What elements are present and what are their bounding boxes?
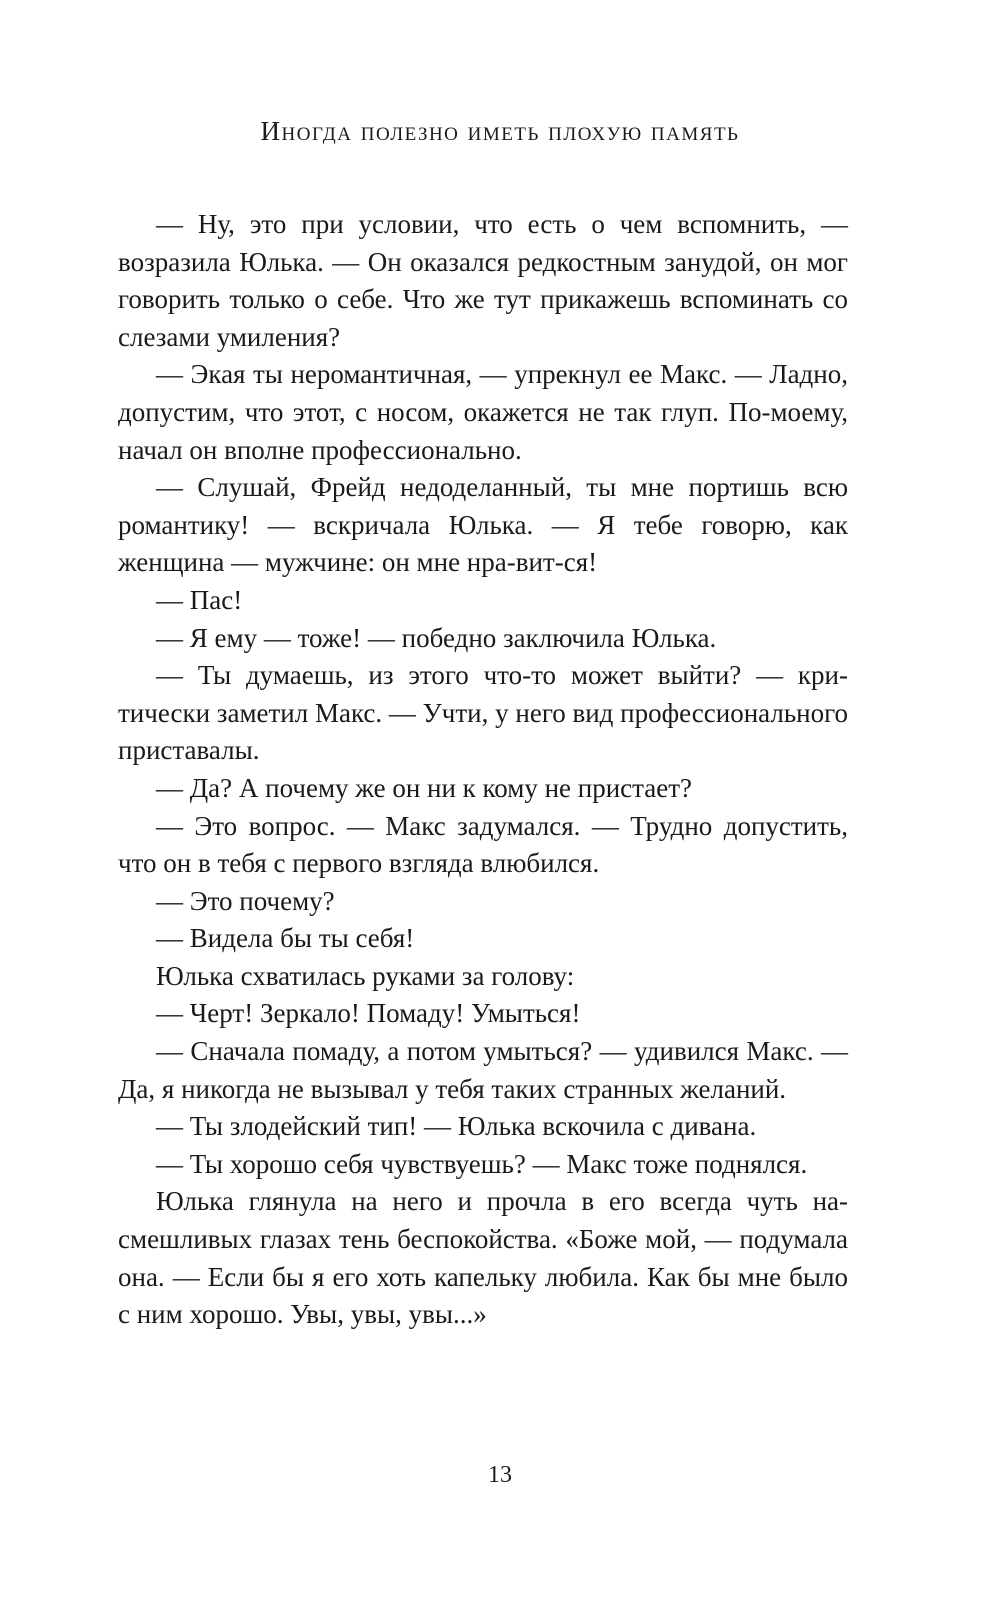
paragraph: — Да? А почему же он ни к кому не пристает? xyxy=(156,772,693,803)
paragraph: — Пас! xyxy=(156,584,243,615)
paragraph: — Ты думаешь, из этого что-то может выйти? — критически заметил Макс. — Учти, у него вид профессионального приставалы. xyxy=(118,660,848,766)
paragraph: — Видела бы ты себя! xyxy=(156,923,415,954)
running-head-title: Иногда полезно иметь плохую память xyxy=(260,116,740,146)
paragraph: — Это почему? xyxy=(156,885,335,916)
paragraph: — Ты хорошо себя чувствуешь? — Макс тоже поднялся. xyxy=(156,1148,808,1179)
paragraph: — Слушай, Фрейд недоделанный, ты мне портишь всю романтику! — вскричала Юлька. — Я тебе говорю, как женщина — мужчине: он мне нра-вит-ся! xyxy=(118,472,848,578)
paragraph: — Черт! Зеркало! Помаду! Умыться! xyxy=(156,998,581,1029)
paragraph: Юлька схватилась руками за голову: xyxy=(156,960,575,991)
paragraph: Юлька глянула на него и прочла в его всегда чуть насмешливых глазах тень беспокойства. «Боже мой, — подумала она. — Если бы я его хоть капельку любила. Как бы мне было с ним хорошо. Увы, увы, увы...» xyxy=(118,1186,848,1330)
page-number: 13 xyxy=(488,1462,512,1488)
paragraph: — Ну, это при условии, что есть о чем вспомнить, — возразила Юлька. — Он оказался редкостным занудой, он мог говорить только о себе. Что же тут прикажешь вспоминать со слезами умиления? xyxy=(118,209,848,352)
paragraph: — Сначала помаду, а потом умыться? — удивился Макс. — Да, я никогда не вызывал у тебя таких странных желаний. xyxy=(118,1036,848,1104)
paragraph: — Я ему — тоже! — победно заключила Юлька. xyxy=(156,622,717,653)
body-text xyxy=(118,206,848,1334)
paragraph: — Экая ты неромантичная, — упрекнул ее Макс. — Ладно, допустим, что этот, с носом, окажется не так глуп. По-моему, начал он вполне профессионально. xyxy=(118,359,848,465)
paragraph: — Ты злодейский тип! — Юлька вскочила с дивана. xyxy=(156,1111,757,1142)
paragraph: — Это вопрос. — Макс задумался. — Трудно допустить, что он в тебя с первого взгляда влюбился. xyxy=(118,810,848,879)
